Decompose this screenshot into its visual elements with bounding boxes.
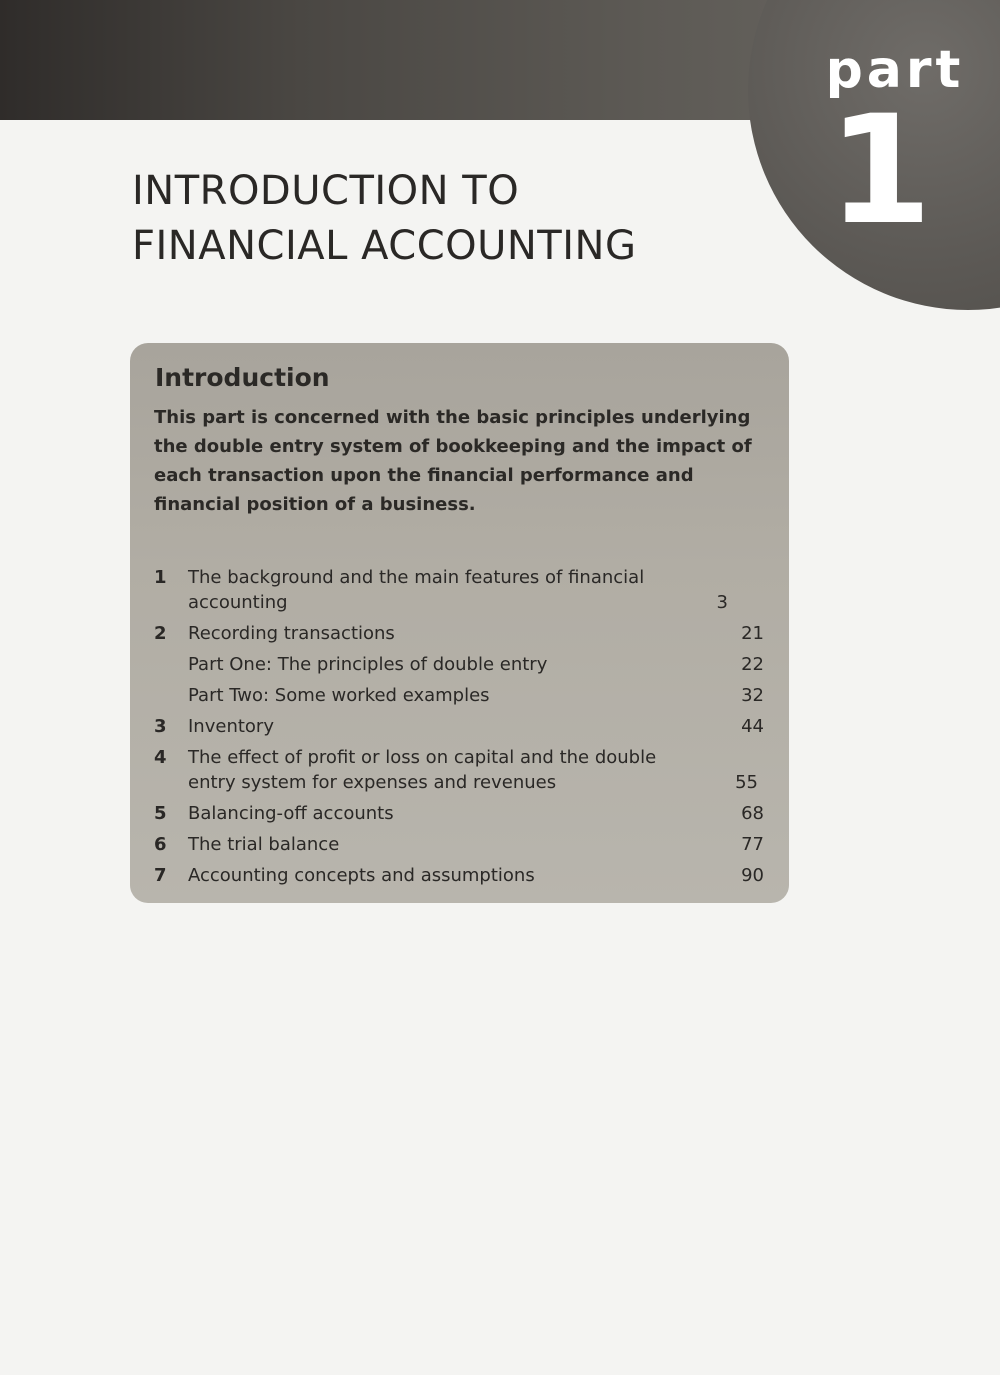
chapter-entry[interactable] xyxy=(154,801,764,826)
title-line-1: INTRODUCTION TO xyxy=(132,168,520,214)
chapter-number: 7 xyxy=(154,865,167,886)
chapter-page: 22 xyxy=(741,654,764,675)
title-line-2: FINANCIAL ACCOUNTING xyxy=(132,223,637,269)
chapter-number: 5 xyxy=(154,803,167,824)
chapter-entry[interactable] xyxy=(154,832,764,857)
part-label: part xyxy=(825,40,965,100)
chapter-entry[interactable] xyxy=(154,863,764,888)
introduction-heading: Introduction xyxy=(155,363,330,392)
part-number: 1 xyxy=(827,84,933,258)
chapter-title: The trial balance xyxy=(188,834,340,855)
chapter-page: 21 xyxy=(741,623,764,644)
chapter-number: 1 xyxy=(154,567,167,588)
chapter-entry[interactable] xyxy=(154,621,764,646)
chapter-page: 55 xyxy=(735,772,758,793)
chapter-title: Balancing-off accounts xyxy=(188,803,394,824)
page-title xyxy=(132,164,732,274)
chapter-number: 4 xyxy=(154,747,167,768)
chapter-number: 2 xyxy=(154,623,167,644)
chapter-title: The effect of profit or loss on capital and the double entry system for expenses and revenues xyxy=(188,747,657,793)
chapter-title: Part One: The principles of double entry xyxy=(188,654,548,675)
chapter-list xyxy=(154,565,764,894)
chapter-page: 44 xyxy=(741,716,764,737)
chapter-subentry[interactable] xyxy=(154,683,764,708)
chapter-title: Part Two: Some worked examples xyxy=(188,685,490,706)
chapter-number: 6 xyxy=(154,834,167,855)
chapter-page: 3 xyxy=(716,592,728,613)
chapter-title: The background and the main features of financial accounting xyxy=(188,567,645,613)
chapter-title: Recording transactions xyxy=(188,623,395,644)
chapter-entry[interactable] xyxy=(154,745,764,795)
chapter-page: 90 xyxy=(741,865,764,886)
chapter-number: 3 xyxy=(154,716,167,737)
chapter-entry[interactable] xyxy=(154,714,764,739)
introduction-text: This part is concerned with the basic principles underlying the double entry system of bookkeeping and the impact of each transaction upon the financial performance and financial position of a business. xyxy=(154,407,752,515)
chapter-entry[interactable] xyxy=(154,565,764,615)
chapter-page: 77 xyxy=(741,834,764,855)
chapter-title: Inventory xyxy=(188,716,274,737)
chapter-subentry[interactable] xyxy=(154,652,764,677)
introduction-panel xyxy=(130,343,789,903)
chapter-title: Accounting concepts and assumptions xyxy=(188,865,535,886)
chapter-page: 68 xyxy=(741,803,764,824)
chapter-page: 32 xyxy=(741,685,764,706)
